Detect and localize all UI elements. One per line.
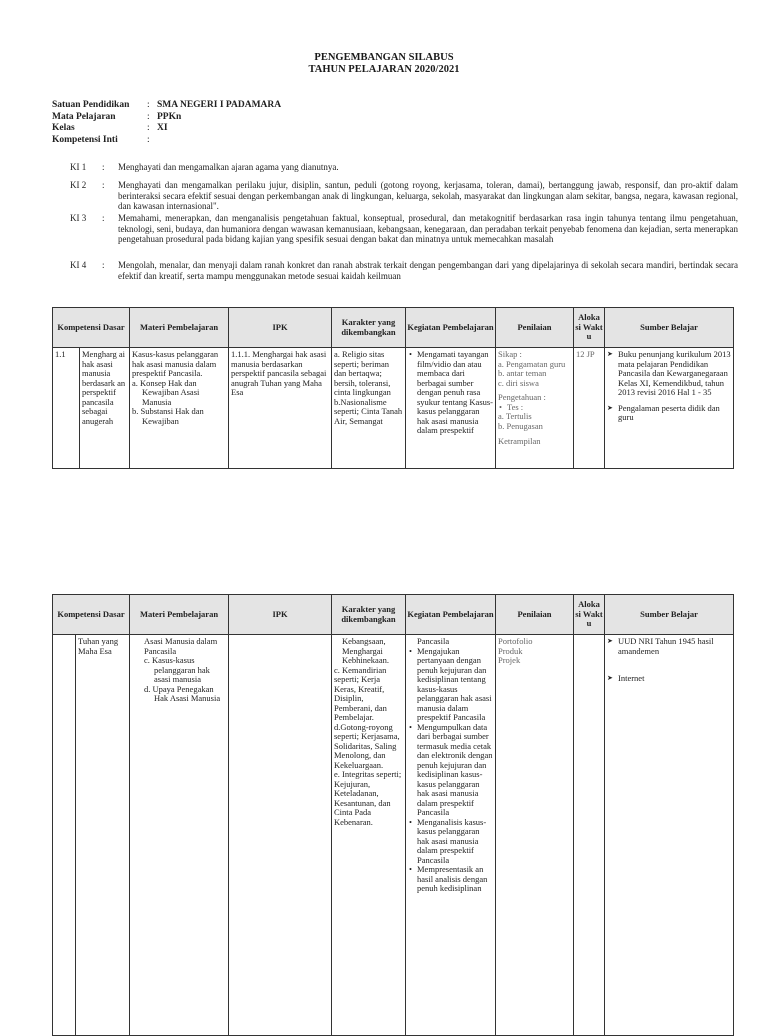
kd-text: Tuhan yang Maha Esa — [78, 636, 119, 656]
materi-item: d. Upaya Penegakan Hak Asasi Manusia — [144, 683, 221, 703]
col-header: Karakter yang dikembangkan — [332, 308, 406, 348]
alokasi-cell — [574, 635, 605, 1036]
materi-item: b. Substansi Hak dan Kewajiban — [132, 406, 204, 426]
ki-text: Mengolah, menalar, dan menyaji dalam ranah konkret dan ranah abstrak terkait dengan pengembangan dari yang dipelajarinya di sekolah secara mandiri, bertindak secara efektif dan kreatif, serta mampu menggunakan metode sesuai kaidah keilmuan — [118, 260, 738, 281]
karakter-item: a. Religio sitas seperti; beriman dan bertaqwa; bersih, toleransi, cinta lingkungan — [334, 349, 391, 397]
sumber-cell — [605, 635, 734, 1036]
ipk-cell — [229, 635, 332, 1036]
ki-code: KI 2 — [70, 180, 87, 190]
penilaian-item: b. Penugasan — [498, 420, 543, 431]
materi-item: c. Kasus-kasus pelanggaran hak asasi manusia — [144, 655, 210, 684]
col-header: Kompetensi Dasar — [53, 595, 130, 635]
kegiatan-cell — [406, 348, 496, 469]
col-header: IPK — [229, 595, 332, 635]
col-header: Penilaian — [496, 595, 574, 635]
identity-value: XI — [157, 123, 168, 133]
col-header: Sumber Belajar — [605, 595, 734, 635]
kegiatan-item: • Mempresentasik an hasil analisis dengan penuh kedisiplinan — [417, 865, 493, 894]
penilaian-item: Projek — [498, 655, 521, 665]
identity-label: Kompetensi Inti — [52, 134, 118, 145]
ki-code: KI 1 — [70, 162, 87, 172]
identity-label: Satuan Pendidikan — [52, 100, 130, 110]
penilaian-item: c. diri siswa — [498, 377, 539, 388]
identity-row: Mata Pelajaran : PPKn — [52, 111, 182, 122]
col-header: Kegiatan Pembelajaran — [406, 308, 496, 348]
ki-item-4: KI 4 : Mengolah, menalar, dan menyaji dalam ranah konkret dan ranah abstrak terkait dengan pengembangan dari yang dipelajarinya di sekolah secara mandiri, bertindak secara efektif dan kreatif, serta mampu menggunakan metode sesuai kaidah keilmuan — [70, 260, 738, 281]
penilaian-sikap: Sikap : — [498, 349, 522, 359]
karakter-item: d.Gotong-royong seperti; Kerjasama, Solidaritas, Saling Menolong, dan Kekeluargaan. — [334, 721, 400, 770]
ki-text: Menghayati dan mengamalkan ajaran agama yang dianutnya. — [118, 162, 339, 172]
identity-value: SMA NEGERI I PADAMARA — [157, 100, 282, 110]
syllabus-table-2 — [52, 594, 734, 1036]
identity-value: PPKn — [157, 111, 182, 122]
col-header: Materi Pembelajaran — [130, 308, 229, 348]
ki-text: Memahami, menerapkan, dan menganalisis pengetahuan faktual, konseptual, prosedural, dan metakognitif berdasarkan rasa ingin tahunya tentang ilmu pengetahuan, teknologi, seni, budaya, dan humaniora dengan wawasan kemanusiaan, kebangsaan, kenegaraan, dan peradaban terkait penyebab fenomena dan kejadian, serta menerapkan pengetahuan prosedural pada bidang kajian yang spesifik sesuai dengan bakat dan minatnya untuk memecahkan masalah — [118, 213, 738, 244]
penilaian-item: a. Tertulis — [498, 411, 532, 421]
materi-item: Asasi Manusia dalam Pancasila — [144, 636, 218, 656]
col-header: Sumber Belajar — [605, 308, 734, 348]
col-header: Materi Pembelajaran — [130, 595, 229, 635]
ki-code: KI 4 — [70, 260, 87, 270]
penilaian-tes: • Tes : — [507, 403, 571, 413]
kd-cell — [53, 348, 130, 469]
ki-text: Menghayati dan mengamalkan perilaku jujur, disiplin, santun, peduli (gotong royong, kerjasama, toleran, damai), bertanggung jawab, responsif, dan pro-aktif dalam berinteraksi secara efektif sesuai dengan perkembangan anak di lingkungan, keluarga, sekolah, masyarakat dan lingkungan alam sekitar, bangsa, negara, kawasan regional, dan kawasan internasional". — [118, 180, 738, 211]
ipk-cell: 1.1.1. Menghargai hak asasi manusia berdasarkan perspektif pancasila sebagai anugrah Tuhan yang Maha Esa — [229, 348, 332, 469]
kegiatan-item: • Mengajukan pertanyaan dengan penuh kejujuran dan kedisiplinan tentang kasus-kasus pelanggaran hak asasi manusia dalam prespektif Pancasila — [417, 647, 493, 723]
ki-item-1: KI 1 : Menghayati dan mengamalkan ajaran agama yang dianutnya. — [70, 162, 738, 173]
penilaian-item: Produk — [498, 645, 523, 656]
materi-item: a. Konsep Hak dan Kewajiban Asasi Manusia — [132, 377, 200, 407]
materi-cell — [130, 635, 229, 1036]
kegiatan-cell — [406, 635, 496, 1036]
table-header-row — [53, 595, 734, 635]
table-row — [53, 635, 734, 1036]
penilaian-cell — [496, 635, 574, 1036]
col-header: Aloka si Wakt u — [574, 595, 605, 635]
kegiatan-item: • Menganalisis kasus-kasus pelanggaran hak asasi manusia dalam prespektif Pancasila — [417, 818, 493, 866]
alokasi-cell: 12 JP — [574, 348, 605, 469]
sumber-item: ➤ UUD NRI Tahun 1945 hasil amandemen — [618, 637, 731, 656]
ki-item-2: KI 2 : Menghayati dan mengamalkan perilaku jujur, disiplin, santun, peduli (gotong royong, kerjasama, toleran, damai), bertanggung jawab, responsif, dan pro-aktif dalam berinteraksi secara efektif sesuai dengan perkembangan anak di lingkungan, keluarga, sekolah, masyarakat dan lingkungan alam sekitar, bangsa, negara, kawasan regional, dan kawasan internasional". — [70, 180, 738, 211]
sumber-item: ➤ Internet — [618, 674, 731, 684]
identity-block — [52, 100, 281, 146]
kd-number: 1.1 — [53, 348, 80, 468]
karakter-cell — [332, 635, 406, 1036]
table-header-row — [53, 308, 734, 348]
identity-label: Mata Pelajaran — [52, 111, 116, 122]
col-header: Aloka si Wakt u — [574, 308, 605, 348]
table-row — [53, 348, 734, 469]
col-header: Kompetensi Dasar — [53, 308, 130, 348]
penilaian-item: Portofolio — [498, 636, 533, 646]
col-header: Penilaian — [496, 308, 574, 348]
ki-item-3: KI 3 : Memahami, menerapkan, dan menganalisis pengetahuan faktual, konseptual, prosedural, dan metakognitif berdasarkan rasa ingin tahunya tentang ilmu pengetahuan, teknologi, seni, budaya, dan humaniora dengan wawasan kemanusiaan, kebangsaan, kenegaraan, dan peradaban terkait penyebab fenomena dan kejadian, serta menerapkan pengetahuan prosedural pada bidang kajian yang spesifik sesuai dengan bakat dan minatnya untuk memecahkan masalah — [70, 213, 738, 244]
sumber-item: ➤ Buku penunjang kurikulum 2013 mata pelajaran Pendidikan Pancasila dan Kewarganegaraan Kelas XI, Kemendikbud, tahun 2013 revisi 2016 Hal 1 - 35 — [618, 350, 731, 398]
penilaian-ketrampilan: Ketrampilan — [498, 436, 541, 446]
kegiatan-item: Pancasila — [417, 636, 450, 646]
karakter-item: b.Nasionalisme seperti; Cinta Tanah Air, Semangat — [334, 396, 403, 426]
identity-row: Kelas : XI — [52, 123, 168, 133]
kd-cell — [53, 635, 130, 1036]
karakter-item: Kebangsaan, Menghargai Kebhinekaan. — [342, 636, 389, 665]
col-header: IPK — [229, 308, 332, 348]
document-title: PENGEMBANGAN SILABUS — [314, 52, 454, 63]
penilaian-cell — [496, 348, 574, 469]
col-header: Kegiatan Pembelajaran — [406, 595, 496, 635]
sumber-item: ➤ Pengalaman peserta didik dan guru — [618, 404, 731, 423]
identity-row: Kompetensi Inti : — [52, 134, 150, 145]
kegiatan-item: • Mengamati tayangan film/vidio dan atau membaca dari berbagai sumber dengan penuh rasa syukur tentang Kasus-kasus pelanggaran hak asasi manusia dalam prespektif — [417, 350, 493, 436]
karakter-cell — [332, 348, 406, 469]
penilaian-pengetahuan: Pengetahuan : — [498, 392, 546, 402]
col-header: Karakter yang dikembangkan — [332, 595, 406, 635]
identity-row: Satuan Pendidikan : SMA NEGERI I PADAMARA — [52, 100, 282, 110]
syllabus-table-1 — [52, 307, 734, 469]
penilaian-item: a. Pengamatan guru — [498, 358, 566, 369]
kd-text: Mengharg ai hak asasi manusia berdasark an perspektif pancasila sebagai anugerah — [82, 349, 126, 426]
document-subtitle: TAHUN PELAJARAN 2020/2021 — [308, 64, 460, 75]
materi-intro: Kasus-kasus pelanggaran hak asasi manusia dalam prespektif Pancasila. — [132, 349, 219, 378]
sumber-cell — [605, 348, 734, 469]
karakter-item: c. Kemandirian seperti; Kerja Keras, Kreatif, Disiplin, Pemberani, dan Pembelajar. — [334, 664, 387, 722]
karakter-item: e. Integritas seperti; Kejujuran, Keteladanan, Kesantunan, dan Cinta Pada Kebenaran. — [334, 769, 402, 827]
materi-cell — [130, 348, 229, 469]
identity-label: Kelas — [52, 123, 75, 133]
ki-code: KI 3 — [70, 213, 87, 223]
penilaian-item: b. antar teman — [498, 368, 547, 378]
kegiatan-item: • Mengumpulkan data dari berbagai sumber termasuk media cetak dan elektronik dengan penuh kejujuran dan kedisiplinan kasus-kasus pelanggaran hak asasi manusia dalam prespektif Pancasila — [417, 723, 493, 818]
